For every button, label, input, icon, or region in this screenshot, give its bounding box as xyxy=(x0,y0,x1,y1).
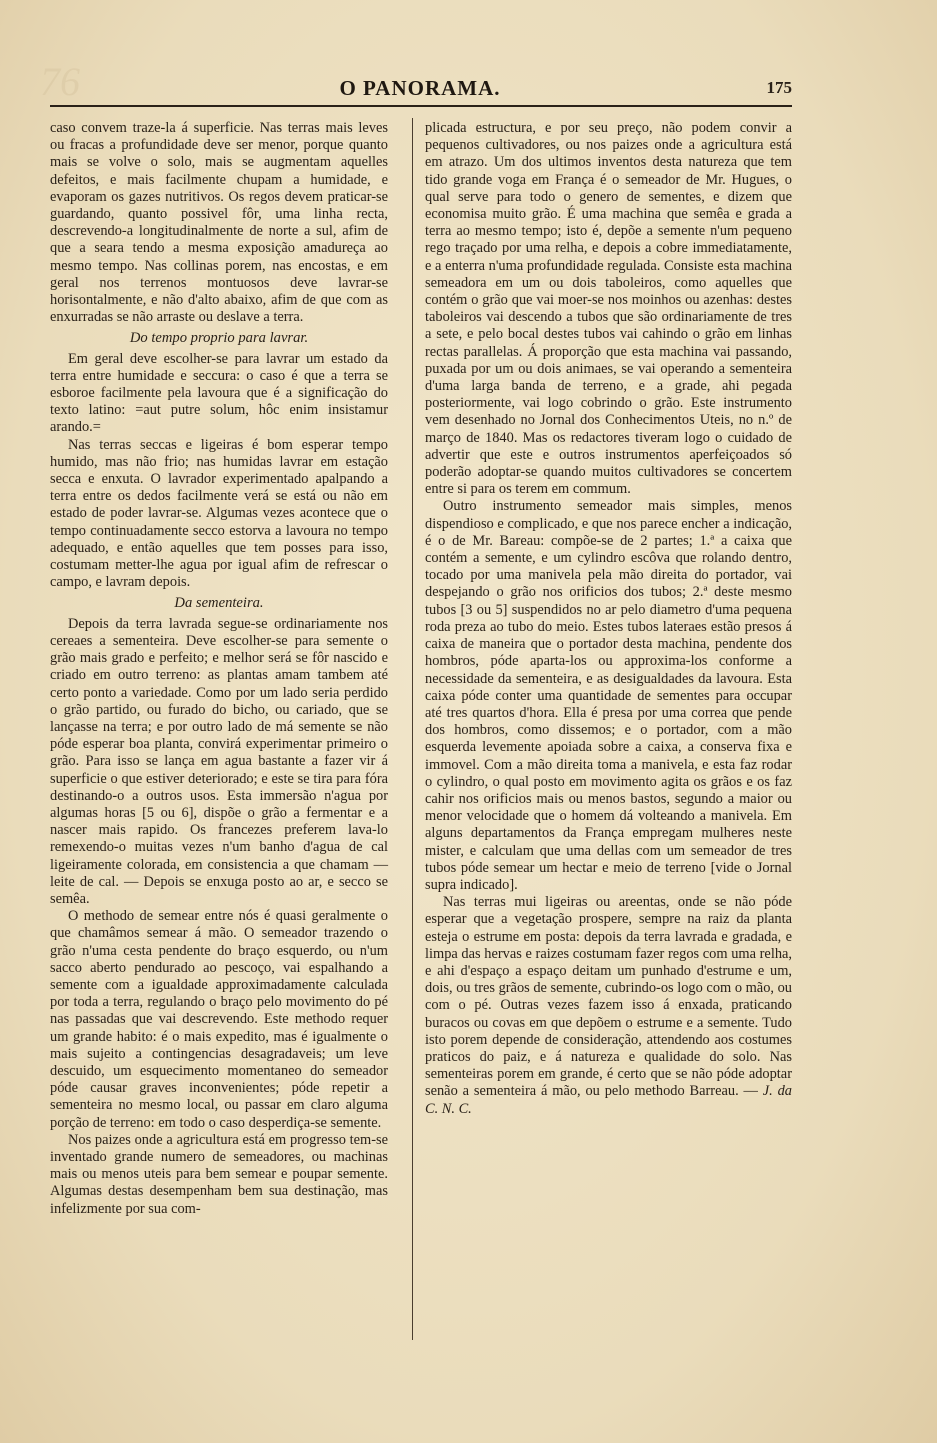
paragraph-text: Nas terras mui ligeiras ou areentas, onde se não póde esperar que a vegetação prospere, sempre na raiz da planta esteja o estrume em posta: depois da terra lavrada e gradada, e limpa das hervas e raizes costumam fazer regos com uma relha, e ahi d'espaço a espaço deitam um punhado d'estrume e um, dois, ou tres grãos de semente, cubrindo-os logo com o mão, ou com o pé. Outras vezes fazem isso á enxada, praticando buracos ou covas em que depõem o estrume e a semente. Tudo isto porem depende de consideração, attendendo aos costumes praticos do paiz, e á natureza e qualidade do solo. Nas sementeiras porem em grande, é certo que se não póde adoptar senão a sementeira á mão, ou pelo methodo Barreau. — xyxy=(425,894,792,1100)
right-column xyxy=(425,120,792,1118)
paragraph: Nos paizes onde a agricultura está em progresso tem-se inventado grande numero de semeadores, ou machinas mais ou menos uteis para bem semear e poupar semente. Algumas destas desempenham bem sua destinação, mas infelizmente por sua com- xyxy=(50,1131,388,1217)
paragraph xyxy=(425,894,792,1118)
section-heading: Do tempo proprio para lavrar. xyxy=(129,330,309,347)
paragraph: O methodo de semear entre nós é quasi geralmente o que chamâmos semear á mão. O semeador trazendo o grão n'uma cesta pendente do braço esquerdo, ou n'um sacco aberto pendurado ao pescoço, vai espalhando a semente com a igualdade approximadamente calculada por toda a terra, regulando o braço pelo movimento do pé nas passadas que vai descrevendo. Este methodo requer um grande habito: é o mais expedito, mas é igualmente o mais sujeito a contingencias desagradaveis; um leve descuido, um esquecimento momentaneo do semeador póde causar graves inconvenientes; póde repetir a sementeira no mesmo local, ou passar em claro alguma porção de terreno: em todo o caso desperdiça-se semente. xyxy=(50,908,388,1131)
paragraph: caso convem traze-la á superficie. Nas terras mais leves ou fracas a profundidade deve ser menor, porque quanto mais se volve o solo, mais se augmentam aquelles defeitos, e mais facilmente chupam a humidade, e evaporam os gazes nutritivos. Os regos devem praticar-se guardando, quanto possivel fôr, uma linha recta, descrevendo-a longitudinalmente de norte a sul, afim de que a seara tendo a mesma exposição amadureça ao mesmo tempo. Nas collinas porem, nas encostas, e em geral nos terrenos montuosos deve lavrar-se horisontalmente, e não d'alto abaixo, afim de que com as enxurradas se não arraste ou deslave a terra. xyxy=(50,120,388,326)
running-title: O PANORAMA. xyxy=(339,76,501,100)
left-column xyxy=(50,120,388,1218)
column-divider xyxy=(412,118,413,1340)
bleed-through-marks: 76 xyxy=(40,59,80,104)
paragraph: Em geral deve escolher-se para lavrar um estado da terra entre humidade e seccura: o caso é que a terra se esboroe facilmente pela lavoura que é a significação do texto latino: =aut putre solum, hôc enim insistamur arando.= xyxy=(50,350,388,436)
header-rule xyxy=(50,105,792,107)
author-signature: J. da C. N. C. xyxy=(425,1083,792,1117)
paragraph: Depois da terra lavrada segue-se ordinariamente nos cereaes a sementeira. Deve escolher-se para semente o grão mais grado e perfeito; e melhor será se fôr nascido e criado em outro terreno: as plantas amam tambem até certo ponto a variedade. Como por um lado seria perdido o grão partido, ou furado do bicho, ou cariado, que se lançasse na terra; e por outro lado de má semente se não póde esperar boa planta, convirá experimentar primeiro o grão. Para isso se lança em agua bastante a fazer vir á superficie o que estiver deteriorado; e este se tira para fóra destinando-o a outros usos. Esta immersão n'agua por algumas horas [5 ou 6], dispõe o grão a fermentar e a nascer mais rapido. Os francezes preferem lava-lo remexendo-o muitas vezes n'um banho d'agua de cal ligeiramente colorada, em consistencia a que chamam — leite de cal. — Depois se enxuga posto ao ar, e secco se semêa. xyxy=(50,615,388,907)
section-heading: Da sementeira. xyxy=(174,595,264,612)
page-header xyxy=(50,76,790,102)
paragraph: plicada estructura, e por seu preço, não podem convir a pequenos cultivadores, ou nos paizes onde a agricultura está em atrazo. Um dos ultimos inventos desta natureza que tem tido grande voga em França é o semeador de Mr. Hugues, o qual serve para todo o genero de sementes, e dizem que economisa muito grão. É uma machina que semêa e grada a terra ao mesmo tempo; isto é, depõe a semente n'um pequeno rego traçado por uma relha, e depois a cobre immediatamente, e a enterra n'uma profundidade regulada. Consiste esta machina semeadora em um ou dois taboleiros, como aquelles que contém o grão que vai moer-se nos moinhos ou azenhas: destes taboleiros vai descendo a tubos que são ordinariamente de tres a sete, e pelo bocal destes tubos vai cahindo o grão em linhas rectas parallelas. Á proporção que esta machina vai passando, puxada por um ou dois animaes, se vai operando a sementeira d'uma larga banda de terreno, e a grade, ahi pegada posteriormente, vai logo cobrindo o grão. Este instrumento vem desenhado no Jornal dos Conhecimentos Uteis, no n.º de março de 1840. Mas os redactores tiveram logo o cuidado de advertir que este e outros instrumentos aperfeiçoados só poderão adoptar-se quando muitos cultivadores se concertem entre si para os terem em commum. xyxy=(425,120,792,498)
page-number: 175 xyxy=(766,78,792,97)
paragraph: Nas terras seccas e ligeiras é bom esperar tempo humido, mas não frio; nas humidas lavrar em estação secca e enxuta. O lavrador experimentado apalpando a terra entre os dedos facilmente verá se está ou não em estado de poder lavrar-se. Algumas vezes acontece que o tempo continuadamente secco estorva a lavoura no tempo adequado, e então aquelles que tem posses para isso, costumam metter-lhe agua por igual afim de refrescar o campo, e lavram depois. xyxy=(50,436,388,591)
paragraph: Outro instrumento semeador mais simples, menos dispendioso e complicado, e que nos parece encher a indicação, é o de Mr. Bareau: compõe-se de 2 partes; 1.ª a caixa que contém a semente, e um cylindro escôva que rolando dentro, tocado por uma manivela pela mão direita do portador, vai despejando o grão nos orificios dos tubos; 2.ª deste mesmo tubos [3 ou 5] suspendidos no ar pelo diametro d'uma pequena roda preza ao tubo do meio. Estes tubos lateraes estão presos á caixa de maneira que o portador desta machina, pendente dos hombros, póde aparta-los ou approxima-los conforme a necessidade da sementeira, e as desigualdades da lavoura. Esta caixa póde conter uma quantidade de sementes para occupar até tres quartos d'hora. Ella é presa por uma correa que pende dos hombros, como dissemos; e o portador, com a mão esquerda levemente apoiada sobre a caixa, a conserva fixa e immovel. Com a mão direita toma a manivela, e esta faz rodar o cylindro, o qual posto em movimento agita os grãos e os faz cahir nos orificios mais ou menos bastos, segundo a maior ou menor velocidade que o homem dá volteando a manivela. Em alguns departamentos da França empregam mulheres neste mister, e calculam que uma dellas com um semeador de tres tubos póde semear um hectar e meio de terreno [vide o Jornal supra indicado]. xyxy=(425,498,792,893)
